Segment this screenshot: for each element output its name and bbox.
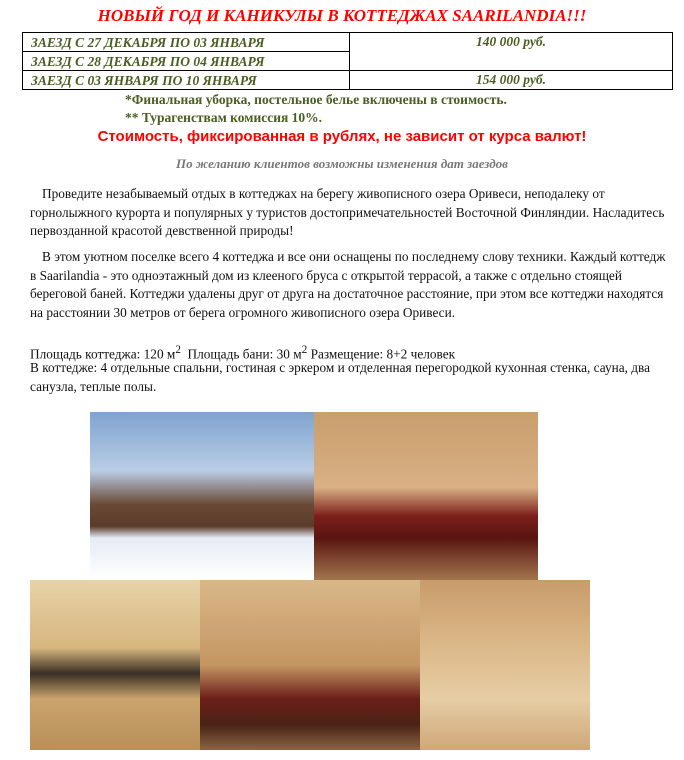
price-cell: 154 000 руб. <box>350 71 673 90</box>
page-title: НОВЫЙ ГОД И КАНИКУЛЫ В КОТТЕДЖАХ SAARILANDIA!!! <box>97 6 587 25</box>
table-row <box>23 71 673 90</box>
sup: 2 <box>175 344 181 356</box>
currency-warning: Стоимость, фиксированная в рублях, не зависит от курса валют! <box>97 128 587 145</box>
bath-area: Площадь бани: 30 м <box>187 346 302 362</box>
price-table <box>22 32 673 90</box>
dates-cell: ЗАЕЗД С 03 ЯНВАРЯ ПО 10 ЯНВАРЯ <box>23 71 350 90</box>
price-cell: 140 000 руб. <box>350 33 673 71</box>
photo-cottage-snow <box>90 412 314 580</box>
cottage-area: Площадь коттеджа: 120 м <box>30 346 176 362</box>
sup: 2 <box>301 344 308 356</box>
date-change-note: По желанию клиентов возможны изменения дат заездов <box>176 156 508 171</box>
photo-living-room <box>314 412 538 580</box>
accommodation: Размещение: 8+2 человек <box>310 346 456 362</box>
dates-cell: ЗАЕЗД С 27 ДЕКАБРЯ ПО 03 ЯНВАРЯ <box>23 33 350 52</box>
description-paragraph: В этом уютном поселке всего 4 коттеджа и все они оснащены по последнему слову техники. Каждый коттедж в Saarilandia - это одноэтажный дом из клееного бруса с открытой террасой, а также с отдельно стоящей береговой баней. Коттеджи удалены друг от друга на достаточное расстояние, при этом все коттеджи находятся на расстоянии 30 метров от берега огромного живописного озера Оривеси. <box>30 249 666 321</box>
note-commission: ** Турагенствам комиссия 10%. <box>125 110 323 125</box>
table-row <box>23 33 673 52</box>
photo-kitchen <box>30 580 200 750</box>
photo-sauna <box>420 580 590 750</box>
features-paragraph: В коттедже: 4 отдельные спальни, гостиная с эркером и отделенная перегородкой кухонная стенка, сауна, два санузла, теплые полы. <box>30 360 651 394</box>
intro-paragraph: Проведите незабываемый отдых в коттеджах на берегу живописного озера Оривеси, неподалеку от горнолыжного курорта и популярных у туристов достопримечательностей Восточной Финляндии. Насладитесь первозданной красотой девственной природы! <box>30 186 665 239</box>
photo-dining-room <box>200 580 420 750</box>
dates-cell: ЗАЕЗД С 28 ДЕКАБРЯ ПО 04 ЯНВАРЯ <box>23 52 350 71</box>
note-included: *Финальная уборка, постельное белье включены в стоимость. <box>125 92 507 107</box>
